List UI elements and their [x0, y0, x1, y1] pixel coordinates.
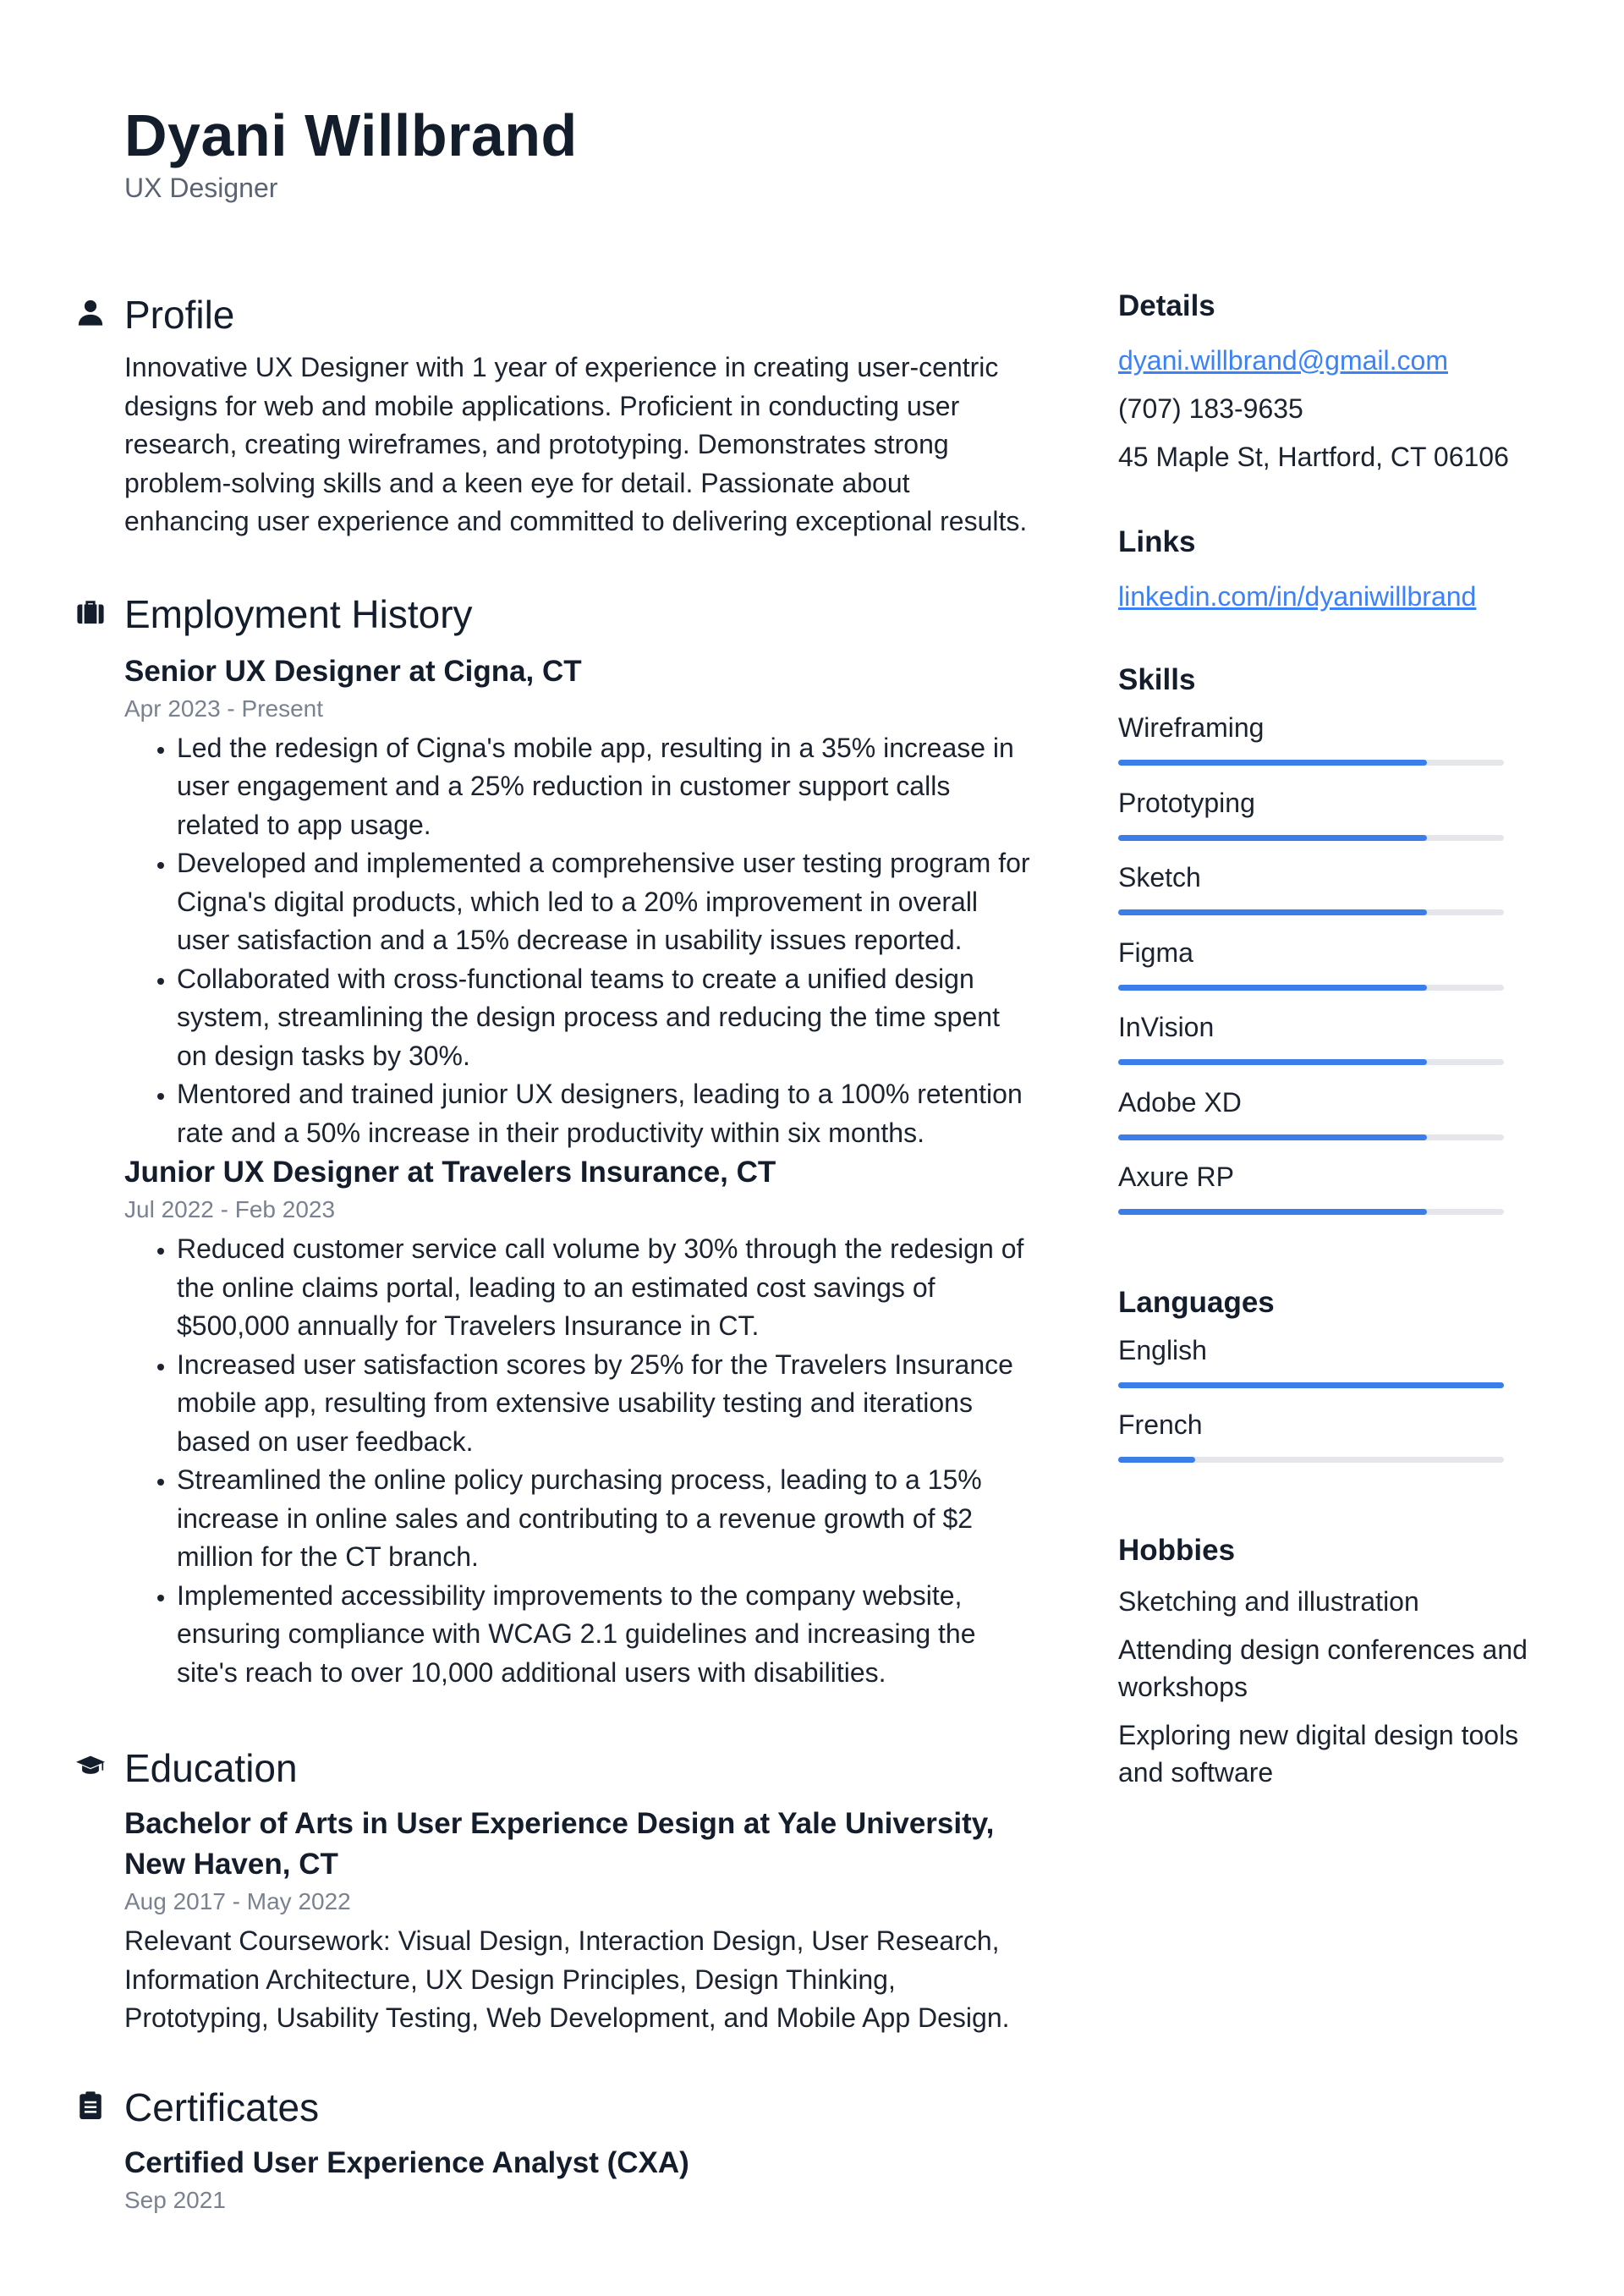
certificate-dates: Sep 2021 [124, 2186, 226, 2213]
hobby-item: Attending design conferences and workshops [1118, 1634, 1528, 1702]
skill-level-track [1118, 1059, 1504, 1065]
job-bullet: • Mentored and trained junior UX designers, leading to a 100% retention rate and a 50% increase in their productivity within six months. [177, 1075, 1032, 1152]
job-bullet: • Increased user satisfaction scores by 25% for the Travelers Insurance mobile app, resulting from extensive usability testing and iterations based on user feedback. [177, 1346, 1032, 1462]
skill-level-track [1118, 835, 1504, 841]
language-label: English [1118, 1334, 1207, 1365]
skills-block [1118, 660, 1558, 1232]
job-bullet: • Collaborated with cross-functional teams to create a unified design system, streamlining the design process and reducing the time spent on design tasks by 30%. [177, 960, 1032, 1076]
skill-label: Sketch [1118, 862, 1201, 893]
details-title: Details [1118, 289, 1215, 322]
job-bullets [124, 729, 1032, 1153]
linkedin-link[interactable] [1118, 573, 1558, 621]
education-section [76, 1741, 1032, 2038]
phone-number: (707) 183-9635 [1118, 393, 1303, 424]
briefcase-icon [76, 597, 110, 631]
skill-item [1118, 1082, 1558, 1157]
job-entry [124, 1152, 1032, 1692]
skill-level-track [1118, 1209, 1504, 1215]
skill-item [1118, 857, 1558, 932]
skill-label: Prototyping [1118, 787, 1255, 818]
skill-level-fill [1118, 985, 1427, 991]
skill-label: Adobe XD [1118, 1086, 1242, 1118]
sidebar [1118, 286, 1558, 1842]
skill-level-fill [1118, 909, 1427, 915]
linkedin-text[interactable]: linkedin.com/in/dyaniwillbrand [1118, 581, 1477, 612]
job-entry [124, 651, 1032, 1153]
certificate-heading: Certified User Experience Analyst (CXA) [124, 2145, 689, 2179]
profile-section [76, 288, 1032, 541]
email-link[interactable] [1118, 337, 1558, 385]
hobby-item: Exploring new digital design tools and software [1118, 1719, 1519, 1788]
email-text[interactable]: dyani.willbrand@gmail.com [1118, 345, 1448, 376]
main-column [76, 288, 1032, 2260]
resume-header [124, 100, 578, 205]
degree-heading: Bachelor of Arts in User Experience Design at Yale University, New Haven, CT [124, 1807, 995, 1881]
certificates-title: Certificates [124, 2085, 320, 2129]
job-bullet: • Developed and implemented a comprehensive user testing program for Cigna's digital products, which led to a 20% improvement in overall user satisfaction and a 15% decrease in usability issues reported. [177, 844, 1032, 960]
skill-level-fill [1118, 1134, 1427, 1140]
job-bullet: • Implemented accessibility improvements to the company website, ensuring compliance with WCAG 2.1 guidelines and increasing the site's reach to over 10,000 additional users with disabilities. [177, 1577, 1032, 1693]
skill-level-fill [1118, 835, 1427, 841]
skill-item [1118, 783, 1558, 858]
skill-level-track [1118, 1134, 1504, 1140]
job-dates: Apr 2023 - Present [124, 695, 324, 722]
languages-list [1118, 1330, 1558, 1480]
graduation-cap-icon [76, 1751, 110, 1785]
candidate-title: UX Designer [124, 173, 278, 203]
details-block [1118, 286, 1558, 481]
skill-label: Wireframing [1118, 712, 1265, 743]
language-level-track [1118, 1457, 1504, 1463]
language-item [1118, 1404, 1558, 1480]
address: 45 Maple St, Hartford, CT 06106 [1118, 442, 1509, 472]
coursework-text: Relevant Coursework: Visual Design, Interaction Design, User Research, Information Architecture, UX Design Principles, Design Thinking, Prototyping, Usability Testing, Web Development, and Mobile App Design. [124, 1925, 1010, 2033]
hobbies-title: Hobbies [1118, 1533, 1236, 1567]
profile-text: Innovative UX Designer with 1 year of experience in creating user-centric designs for web and mobile applications. Proficient in conducting user research, creating wireframes, and prototyping. Demonstrates strong problem-solving skills and a keen eye for detail. Passionate about enhancing user experience and committed to delivering exceptional results. [124, 352, 1028, 536]
employment-section [76, 587, 1032, 1693]
hobby-item: Sketching and illustration [1118, 1585, 1419, 1617]
profile-heading [76, 288, 1032, 342]
links-block [1118, 522, 1558, 621]
profile-title: Profile [124, 293, 235, 337]
employment-heading [76, 587, 1032, 641]
skill-level-track [1118, 760, 1504, 766]
languages-title: Languages [1118, 1285, 1275, 1319]
skill-level-track [1118, 909, 1504, 915]
skill-item [1118, 932, 1558, 1008]
languages-block [1118, 1283, 1558, 1480]
skill-label: Axure RP [1118, 1162, 1234, 1192]
skill-level-fill [1118, 1059, 1427, 1065]
job-bullet: • Reduced customer service call volume by 30% through the redesign of the online claims portal, leading to an estimated cost savings of $500,000 annually for Travelers Insurance in CT. [177, 1230, 1032, 1346]
skill-level-track [1118, 985, 1504, 991]
skill-item [1118, 707, 1558, 783]
candidate-name: Dyani Willbrand [124, 102, 578, 168]
links-title: Links [1118, 525, 1196, 558]
skill-label: Figma [1118, 937, 1193, 968]
clipboard-icon [76, 2090, 110, 2124]
job-dates: Jul 2022 - Feb 2023 [124, 1196, 336, 1222]
education-heading [76, 1741, 1032, 1795]
language-level-track [1118, 1382, 1504, 1388]
job-bullets [124, 1230, 1032, 1692]
skill-label: InVision [1118, 1012, 1215, 1042]
skills-list [1118, 707, 1558, 1232]
job-bullet: • Led the redesign of Cigna's mobile app, resulting in a 35% increase in user engagement and a 25% reduction in customer support calls related to app usage. [177, 729, 1032, 845]
education-title: Education [124, 1746, 298, 1790]
skills-title: Skills [1118, 663, 1196, 696]
certificates-heading [76, 2080, 1032, 2134]
job-heading: Junior UX Designer at Travelers Insurance, CT [124, 1156, 776, 1189]
skill-level-fill [1118, 1209, 1427, 1215]
hobbies-block [1118, 1530, 1558, 1791]
job-heading: Senior UX Designer at Cigna, CT [124, 654, 582, 688]
skill-level-fill [1118, 760, 1427, 766]
language-level-fill [1118, 1457, 1195, 1463]
degree-dates: Aug 2017 - May 2022 [124, 1888, 351, 1914]
person-icon [76, 298, 110, 332]
certificates-section [76, 2080, 1032, 2217]
language-label: French [1118, 1409, 1203, 1440]
skill-item [1118, 1156, 1558, 1232]
language-item [1118, 1330, 1558, 1405]
employment-title: Employment History [124, 591, 473, 636]
skill-item [1118, 1007, 1558, 1082]
job-bullet: • Streamlined the online policy purchasing process, leading to a 15% increase in online sales and contributing to a revenue growth of $2 million for the CT branch. [177, 1461, 1032, 1577]
language-level-fill [1118, 1382, 1504, 1388]
